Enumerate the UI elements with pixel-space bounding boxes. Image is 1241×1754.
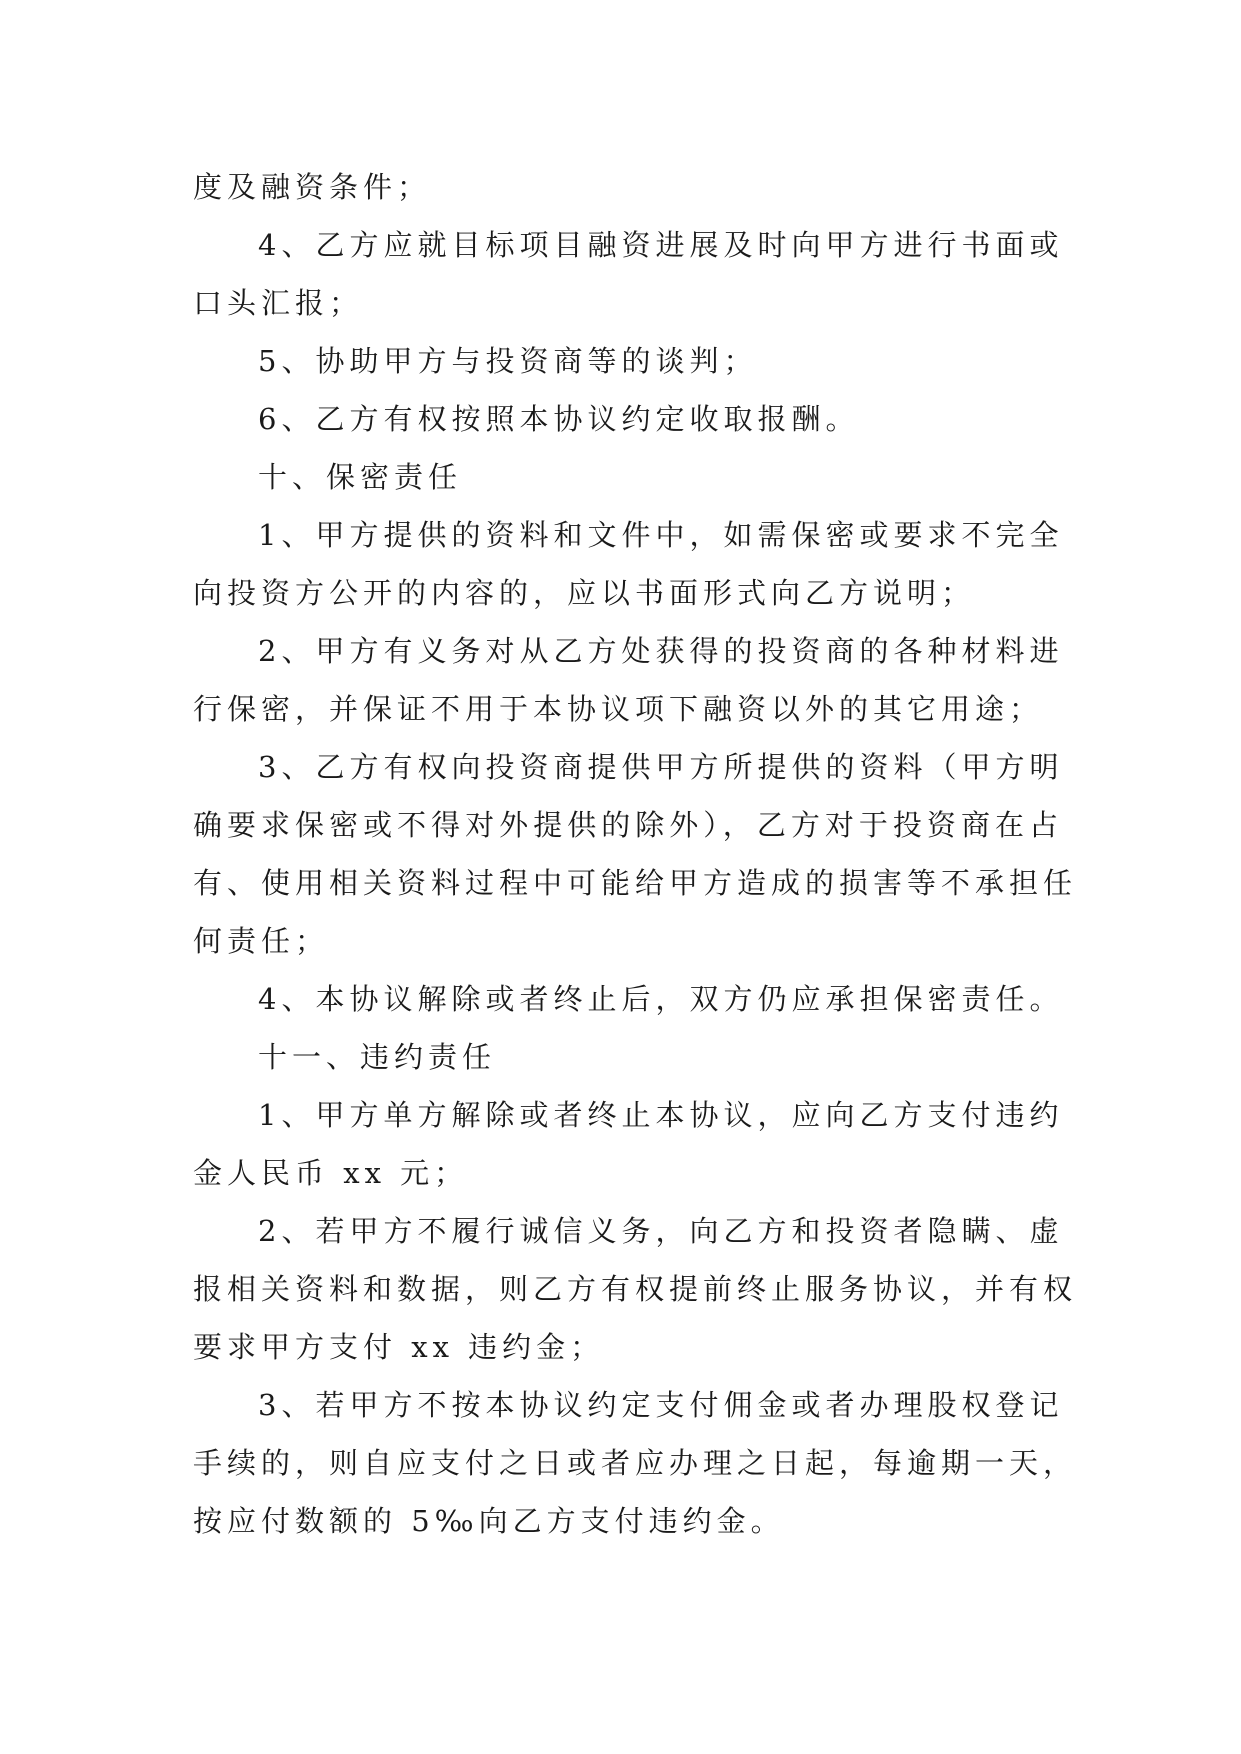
text-line: 向投资方公开的内容的，应以书面形式向乙方说明； [193,576,976,610]
text-line: 2、若甲方不履行诚信义务，向乙方和投资者隐瞒、虚 [258,1214,1064,1248]
text-line: 手续的，则自应支付之日或者应办理之日起，每逾期一天， [193,1446,1078,1480]
text-line: 按应付数额的 5‰向乙方支付违约金。 [193,1504,785,1538]
text-line: 报相关资料和数据，则乙方有权提前终止服务协议，并有权 [193,1272,1078,1306]
text-line: 十一、违约责任 [258,1040,497,1074]
text-line: 度及融资条件； [193,170,432,204]
text-line: 5、协助甲方与投资商等的谈判； [258,344,758,378]
text-line: 口头汇报； [193,286,364,320]
text-line: 金人民币 xx 元； [193,1156,469,1190]
text-line: 4、本协议解除或者终止后，双方仍应承担保密责任。 [258,982,1064,1016]
text-line: 行保密，并保证不用于本协议项下融资以外的其它用途； [193,692,1044,726]
text-line: 6、乙方有权按照本协议约定收取报酬。 [258,402,860,436]
text-line: 要求甲方支付 xx 违约金； [193,1330,605,1364]
text-line: 2、甲方有义务对从乙方处获得的投资商的各种材料进 [258,634,1064,668]
text-line: 1、甲方提供的资料和文件中，如需保密或要求不完全 [258,518,1064,552]
document-body [193,158,1078,1550]
text-line: 何责任； [193,924,330,958]
text-line: 4、乙方应就目标项目融资进展及时向甲方进行书面或 [258,228,1064,262]
text-line: 十、保密责任 [258,460,463,494]
text-line: 有、使用相关资料过程中可能给甲方造成的损害等不承担任 [193,866,1078,900]
text-line: 确要求保密或不得对外提供的除外），乙方对于投资商在占 [193,808,1063,842]
text-line: 3、若甲方不按本协议约定支付佣金或者办理股权登记 [258,1388,1064,1422]
text-line: 3、乙方有权向投资商提供甲方所提供的资料（甲方明 [258,750,1064,784]
text-line: 1、甲方单方解除或者终止本协议，应向乙方支付违约 [258,1098,1064,1132]
